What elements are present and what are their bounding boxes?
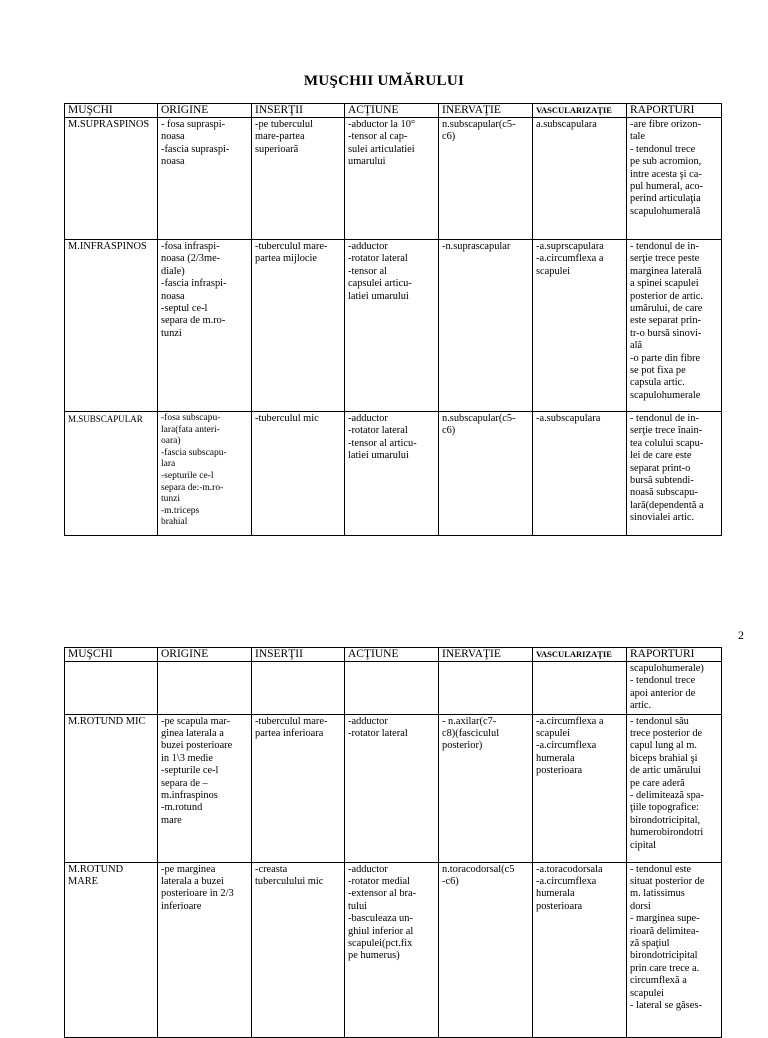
innervation-cell: n.toracodorsal(c5 -c6)	[439, 862, 533, 1037]
header-origine: ORIGINE	[158, 104, 252, 118]
action-cell: -adductor -rotator lateral -tensor al capsulei articu- latiei umarului	[345, 240, 439, 412]
relations-cell: - tendonul de in- serţie trece înain- tea colului scapu- lei de care este separat print-o bursă subtendi- noasă subscapu- lară(dependentă a sinovialei artic.	[627, 412, 722, 536]
muscle-name: M.ROTUND MARE	[65, 862, 158, 1037]
action-cell: -adductor -rotator medial -extensor al bra- tului -basculeaza un- ghiul inferior al scapulei(pct.fix pe humerus)	[345, 862, 439, 1037]
header-vascularizatie: VASCULARIZAŢIE	[533, 104, 627, 118]
muscle-name: M.SUPRASPINOS	[65, 118, 158, 240]
relations-cell: -are fibre orizon- tale - tendonul trece pe sub acromion, intre acesta şi ca- pul humeral, aco- perind articulaţia scapulohumerală	[627, 118, 722, 240]
header-inervatie: INERVAŢIE	[439, 648, 533, 662]
origin-cell: - fosa supraspi- noasa -fascia supraspi- noasa	[158, 118, 252, 240]
vascularization-cell: -a.subscapulara	[533, 412, 627, 536]
origin-cell: -pe scapula mar- ginea laterala a buzei posterioare in 1\3 medie -septurile ce-l separa de – m.infraspinos -m.rotund mare	[158, 714, 252, 862]
relations-cell: - tendonul de in- serţie trece peste marginea laterală a spinei scapulei posterior de artic. umărului, de care este separat prin- tr-o bursă sinovi- ală -o parte din fibre se pot fixa pe capsula artic. scapulohumerale	[627, 240, 722, 412]
relations-cell: - tendonul este situat posterior de m. latissimus dorsi - marginea supe- rioară delimitea- ză spaţiul birondotricipital prin care trece a. circumflexă a scapulei - lateral se găses-	[627, 862, 722, 1037]
relations-cell: scapulohumerale) - tendonul trece apoi anterior de artic.	[627, 662, 722, 715]
muscle-table-page1	[64, 103, 722, 536]
insertion-cell: -tuberculul mare- partea inferioara	[252, 714, 345, 862]
muscle-table-page2	[64, 647, 722, 1038]
innervation-cell: -n.suprascapular	[439, 240, 533, 412]
table-row	[65, 862, 722, 1037]
insertion-cell	[252, 662, 345, 715]
header-raporturi: RAPORTURI	[627, 648, 722, 662]
vascularization-cell: -a.toracodorsala -a.circumflexa humerala posterioara	[533, 862, 627, 1037]
header-inervatie: INERVAŢIE	[439, 104, 533, 118]
insertion-cell: -tuberculul mic	[252, 412, 345, 536]
insertion-cell: -creasta tuberculului mic	[252, 862, 345, 1037]
muscle-name	[65, 662, 158, 715]
header-muschi: MUŞCHI	[65, 104, 158, 118]
origin-cell: -fosa subscapu- lara(fata anteri- oara) -fascia subscapu- lara -septurile ce-l separa de:-m.ro- tunzi -m.triceps brahial	[158, 412, 252, 536]
origin-cell	[158, 662, 252, 715]
action-cell: -abductor la 10° -tensor al cap- sulei articulatiei umarului	[345, 118, 439, 240]
origin-cell: -pe marginea laterala a buzei posterioare in 2/3 inferioare	[158, 862, 252, 1037]
muscle-name: M.SUBSCAPULAR	[65, 412, 158, 536]
muscle-name: M.INFRASPINOS	[65, 240, 158, 412]
header-insertii: INSERŢII	[252, 104, 345, 118]
innervation-cell: n.subscapular(c5- c6)	[439, 118, 533, 240]
insertion-cell: -tuberculul mare- partea mijlocie	[252, 240, 345, 412]
table-header-row	[65, 648, 722, 662]
innervation-cell: n.subscapular(c5- c6)	[439, 412, 533, 536]
header-origine: ORIGINE	[158, 648, 252, 662]
header-muschi: MUŞCHI	[65, 648, 158, 662]
table-row	[65, 118, 722, 240]
vascularization-cell: a.subscapulara	[533, 118, 627, 240]
table-row	[65, 662, 722, 715]
action-cell: -adductor -rotator lateral	[345, 714, 439, 862]
vascularization-cell: -a.suprscapulara -a.circumflexa a scapulei	[533, 240, 627, 412]
action-cell: -adductor -rotator lateral -tensor al articu- latiei umarului	[345, 412, 439, 536]
header-insertii: INSERŢII	[252, 648, 345, 662]
vascularization-cell: -a.circumflexa a scapulei -a.circumflexa humerala posterioara	[533, 714, 627, 862]
insertion-cell: -pe tuberculul mare-partea superioară	[252, 118, 345, 240]
innervation-cell	[439, 662, 533, 715]
header-actiune: ACŢIUNE	[345, 648, 439, 662]
header-vascularizatie: VASCULARIZAŢIE	[533, 648, 627, 662]
page-title: MUŞCHII UMĂRULUI	[303, 73, 465, 89]
header-raporturi: RAPORTURI	[627, 104, 722, 118]
page-number: 2	[738, 628, 744, 642]
table-row	[65, 412, 722, 536]
innervation-cell: - n.axilar(c7- c8)(fasciculul posterior)	[439, 714, 533, 862]
muscle-name: M.ROTUND MIC	[65, 714, 158, 862]
action-cell	[345, 662, 439, 715]
table-header-row	[65, 104, 722, 118]
vascularization-cell	[533, 662, 627, 715]
header-actiune: ACŢIUNE	[345, 104, 439, 118]
table-row	[65, 714, 722, 862]
origin-cell: -fosa infraspi- noasa (2/3me- diale) -fascia infraspi- noasa -septul ce-l separa de m.ro- tunzi	[158, 240, 252, 412]
table-row	[65, 240, 722, 412]
relations-cell: - tendonul său trece posterior de capul lung al m. biceps brahial şi de artic umărului pe care aderă - delimitează spa- ţiile topografice: birondotricipital, humerobirondotri cipital	[627, 714, 722, 862]
